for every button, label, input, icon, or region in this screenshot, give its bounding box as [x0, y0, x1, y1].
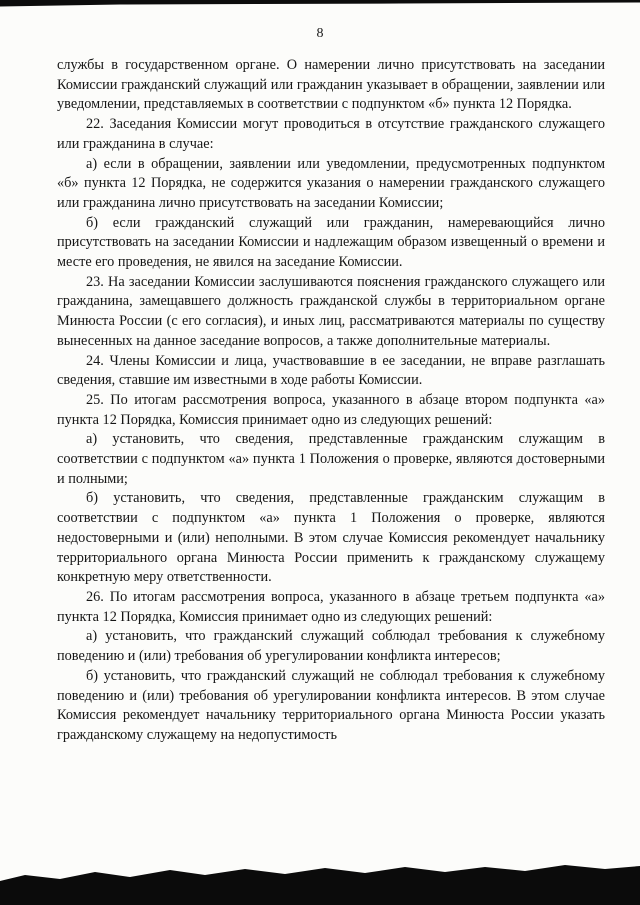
paragraph: 26. По итогам рассмотрения вопроса, указанного в абзаце третьем подпункта «а» пункта 12 Порядка, Комиссия принимает одно из следующих решений:: [57, 588, 605, 625]
paragraph: а) установить, что гражданский служащий соблюдал требования к служебному поведению и (или) требования об урегулировании конфликта интересов;: [57, 628, 605, 665]
page-number: 8: [316, 26, 324, 41]
paragraph: 23. На заседании Комиссии заслушиваются пояснения гражданского служащего или гражданина, замещавшего должность гражданской службы в территориальном органе Минюста России (с его согласия), и иных лиц, рассматриваются материалы по существу вынесенных на данное заседание вопросов, а также дополнительные материалы.: [57, 273, 605, 349]
scan-edge-bottom: [0, 861, 640, 905]
paragraph: 25. По итогам рассмотрения вопроса, указанного в абзаце втором подпункта «а» пункта 12 Порядка, Комиссия принимает одно из следующих решений:: [57, 391, 605, 428]
paragraph: а) установить, что сведения, представленные гражданским служащим в соответствии с подпунктом «а» пункта 1 Положения о проверке, являются достоверными и полными;: [57, 431, 605, 487]
paragraph: а) если в обращении, заявлении или уведомлении, предусмотренных подпунктом «б» пункта 12 Порядка, не содержится указания о намерении гражданского служащего или гражданина лично присутствовать на заседании Комиссии;: [57, 155, 605, 211]
paragraph: службы в государственном органе. О намерении лично присутствовать на заседании Комиссии гражданский служащий или гражданин указывает в обращении, заявлении или уведомлении, представляемых в соответствии с подпунктом «б» пункта 12 Порядка.: [57, 57, 605, 113]
paragraph: 22. Заседания Комиссии могут проводиться в отсутствие гражданского служащего или гражданина в случае:: [57, 116, 605, 152]
paragraph: б) установить, что гражданский служащий не соблюдал требования к служебному поведению и (или) требования об урегулировании конфликта интересов. В этом случае Комиссия рекомендует начальнику территориального органа Минюста России указать гражданскому служащему на недопустимость: [57, 667, 605, 743]
text-block: [57, 56, 605, 746]
paragraph: б) если гражданский служащий или гражданин, намеревающийся лично присутствовать на заседании Комиссии и надлежащим образом извещенный о времени и месте его проведения, не явился на заседание Комиссии.: [57, 214, 605, 271]
scan-edge-top: [0, 0, 640, 8]
paragraph: 24. Члены Комиссии и лица, участвовавшие в ее заседании, не вправе разглашать сведения, ставшие им известными в ходе работы Комиссии.: [57, 352, 605, 389]
paragraph: б) установить, что сведения, представленные гражданским служащим в соответствии с подпунктом «а» пункта 1 Положения о проверке, являются недостоверными и (или) неполными. В этом случае Комиссия рекомендует начальнику территориального органа Минюста России применить к гражданскому служащему конкретную меру ответственности.: [57, 490, 605, 586]
